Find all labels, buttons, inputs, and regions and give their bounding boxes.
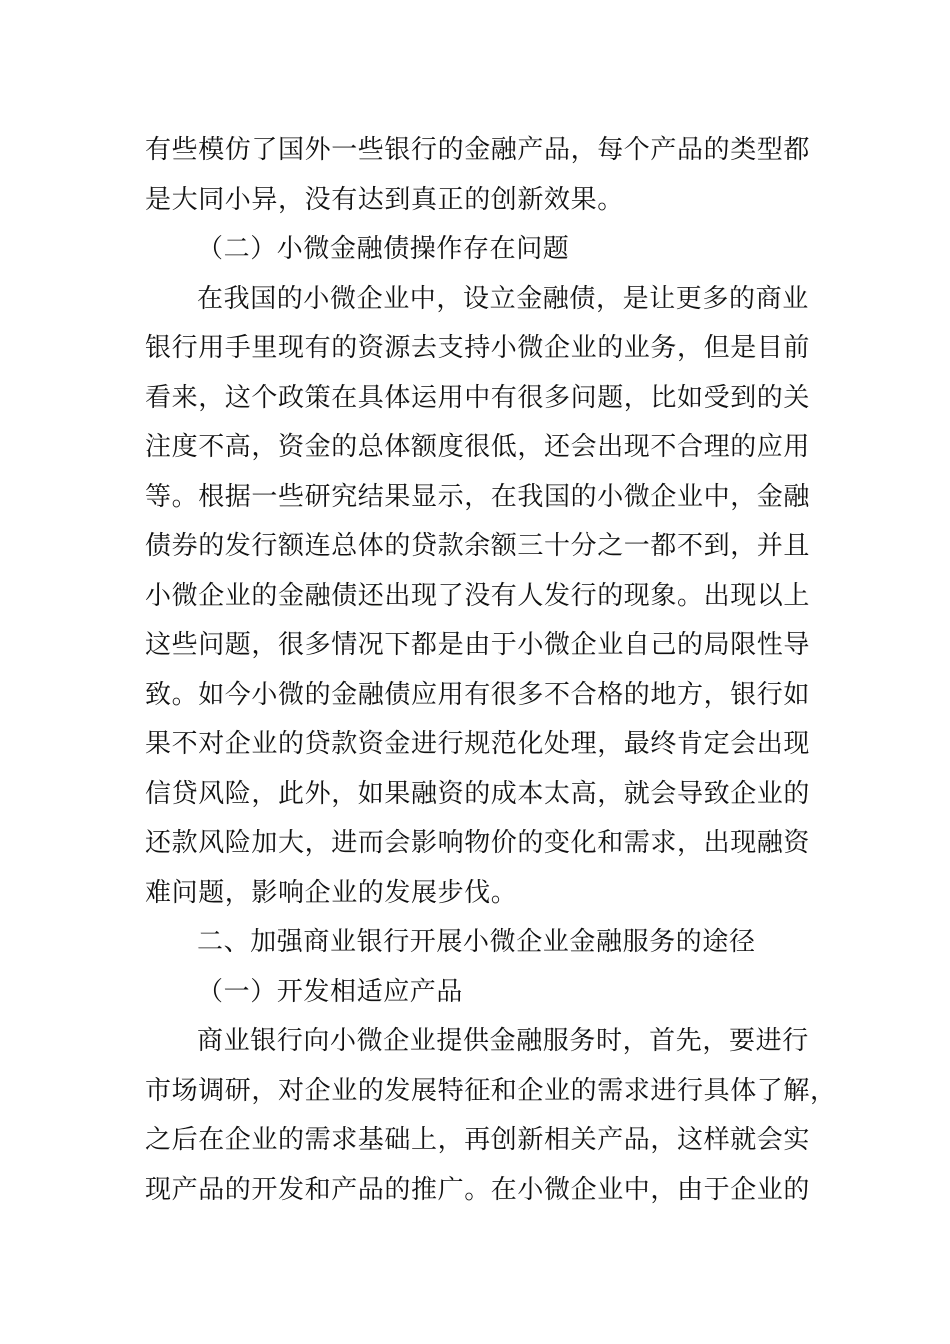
paragraph-line: 注度不高，资金的总体额度很低，还会出现不合理的应用 — [145, 432, 811, 462]
paragraph-line: 等。根据一些研究结果显示，在我国的小微企业中，金融 — [145, 481, 811, 512]
paragraph-line: 看来，这个政策在具体运用中有很多问题，比如受到的关 — [145, 382, 811, 413]
paragraph-line: 银行用手里现有的资源去支持小微企业的业务，但是目前 — [145, 333, 811, 363]
paragraph-line: 现产品的开发和产品的推广。在小微企业中，由于企业的 — [145, 1174, 811, 1205]
paragraph-line: 是大同小异，没有达到真正的创新效果。 — [145, 184, 624, 215]
paragraph-line: 有些模仿了国外一些银行的金融产品，每个产品的类型都 — [145, 135, 811, 165]
paragraph-line: 市场调研，对企业的发展特征和企业的需求进行具体了解， — [145, 1075, 837, 1106]
paragraph-line: 信贷风险，此外，如果融资的成本太高，就会导致企业的 — [145, 778, 811, 809]
paragraph-line: 之后在企业的需求基础上，再创新相关产品，这样就会实 — [145, 1125, 811, 1155]
paragraph-line: 难问题，影响企业的发展步伐。 — [145, 877, 518, 908]
section-heading: （二）小微金融债操作存在问题 — [197, 234, 570, 264]
paragraph-line: 这些问题，很多情况下都是由于小微企业自己的局限性导 — [145, 630, 811, 660]
paragraph-line: 债券的发行额连总体的贷款余额三十分之一都不到，并且 — [145, 531, 811, 561]
paragraph-line: 商业银行向小微企业提供金融服务时，首先，要进行 — [197, 1026, 809, 1056]
paragraph-line: 致。如今小微的金融债应用有很多不合格的地方，银行如 — [145, 679, 811, 710]
paragraph-line: 小微企业的金融债还出现了没有人发行的现象。出现以上 — [145, 580, 811, 611]
section-heading: 二、加强商业银行开展小微企业金融服务的途径 — [197, 927, 756, 957]
paragraph-line: 果不对企业的贷款资金进行规范化处理，最终肯定会出现 — [145, 729, 811, 759]
document-body — [145, 126, 837, 1215]
paragraph-line: 还款风险加大，进而会影响物价的变化和需求，出现融资 — [145, 828, 811, 858]
paragraph-line: 在我国的小微企业中，设立金融债，是让更多的商业 — [197, 283, 809, 314]
subsection-heading: （一）开发相适应产品 — [197, 976, 464, 1007]
